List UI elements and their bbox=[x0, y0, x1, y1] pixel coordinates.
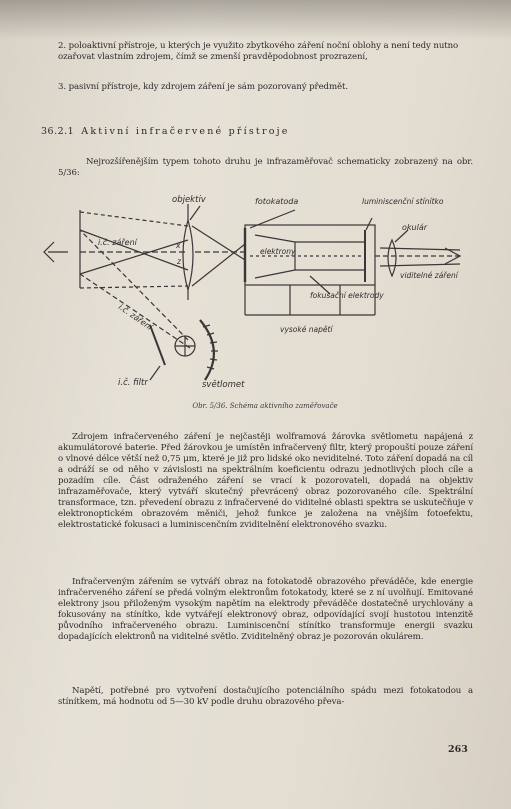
label-ic-filtr: i.č. filtr bbox=[118, 378, 148, 388]
reflector bbox=[200, 320, 214, 380]
label-x: x bbox=[176, 241, 181, 250]
page-shadow bbox=[0, 0, 511, 40]
paragraph-3: Napětí, potřebné pro vytvoření dostačujícího potenciálního spádu mezi fotokatodou a stínítkem, má hodnotu od 5—30 kV podle druhu obrazového převa- bbox=[58, 686, 473, 707]
label-luminiscencni-stinitko-1: luminiscenční stínítko bbox=[362, 197, 444, 206]
figure-caption: Obr. 5/36. Schéma aktivního zaměřovače bbox=[192, 402, 338, 410]
section-title: Aktivní infračervené přístroje bbox=[81, 126, 290, 137]
eyepiece-lens bbox=[388, 240, 396, 276]
ir-filter bbox=[150, 325, 165, 365]
list-item-3: 3. pasivní přístroje, kdy zdrojem záření je sám pozorovaný předmět. bbox=[58, 82, 348, 92]
label-vysoke-napeti: vysoké napětí bbox=[280, 325, 333, 334]
label-svetlomet: světlomet bbox=[202, 380, 245, 390]
label-fokusacni-elektrody: fokusační elektrody bbox=[310, 291, 384, 300]
label-elektrony: elektrony bbox=[260, 247, 296, 256]
section-number: 36.2.1 bbox=[41, 126, 75, 137]
section-heading bbox=[41, 126, 290, 137]
intro-paragraph: Nejrozšířenějším typem tohoto druhu je infrazaměřovač schematicky zobrazený na obr. 5/36: bbox=[58, 157, 473, 178]
schematic-figure bbox=[40, 190, 480, 400]
objective-lens bbox=[183, 220, 193, 290]
list-item-2: 2. poloaktivní přístroje, u kterých je využito zbytkového záření noční oblohy a není tedy nutno ozařovat vlastním zdrojem, čímž se zmenší pravděpodobnost prozrazení, bbox=[58, 41, 459, 62]
page-number: 263 bbox=[448, 744, 468, 755]
label-okular: okulár bbox=[402, 223, 428, 232]
label-ic-zareni-diag: i.č. záření bbox=[116, 302, 154, 332]
label-objektiv: objektiv bbox=[172, 195, 206, 205]
paragraph-1: Zdrojem infračerveného záření je nejčastěji wolframová žárovka světlometu napájená z akumulátorové baterie. Před žárovkou je umístěn infračervený filtr, který propouští pouze záření o vlnové délce větší než 0,75 μm, které je již pro lidské oko neviditelné. Toto záření dopadá na cíl a odráží se od něho v závislosti na spektrálním koeficientu odrazu jednotlivých ploch cíle a pozadím cíle. Část odraženého záření se vrací k pozorovateli, dopadá na objektiv infrazaměřovače, který vytváří skutečný převrácený obraz pozorovaného cíle. Spektrální transformace, tzn. převedení obrazu z infračervené do viditelné oblasti spektra se uskutečňuje v elektronoptickém obrazovém měniči, jehož funkce je založena na vnějším fotoefektu, elektrostatické fokusaci a luminiscenčním zviditelnění elektronového svazku. bbox=[58, 432, 473, 530]
label-ic-zareni-top: i.č. záření bbox=[98, 238, 137, 247]
label-viditelne-zareni: viditelné záření bbox=[400, 271, 458, 280]
paragraph-2: Infračerveným zářením se vytváří obraz na fotokatodě obrazového převáděče, kde energie infračerveného záření se předá volným elektronům fotokatody, které se z ní uvolňují. Emitované elektrony jsou přiloženým vysokým napětím na elektrody převáděče dostatečně urychlovány a fokusovány na stínítko, kde vytvářejí elektronový obraz, odpovídající svojí hustotou intenzitě původního infračerveného obrazu. Luminiscenční stínítko transformuje energii svazku dopadajících elektronů na viditelné světlo. Zviditelněný obraz je pozorován okulárem. bbox=[58, 577, 473, 642]
label-fotokatoda: fotokatoda bbox=[255, 197, 299, 206]
label-z: z bbox=[177, 257, 181, 266]
